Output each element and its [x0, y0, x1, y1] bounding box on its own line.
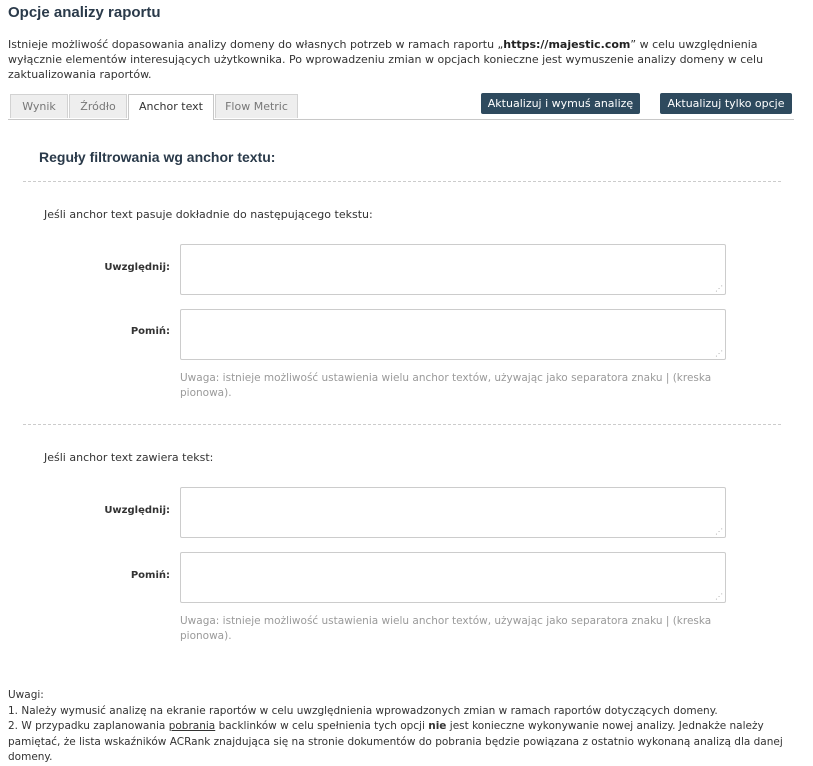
exact-include-field[interactable] [180, 244, 726, 295]
contains-exclude-field[interactable] [180, 552, 726, 603]
page-title: Opcje analizy raportu [8, 4, 161, 21]
contains-include-textarea[interactable] [181, 488, 725, 537]
update-and-force-analysis-button[interactable]: Aktualizuj i wymuś analizę [481, 93, 640, 114]
section-title: Reguły filtrowania wg anchor textu: [39, 149, 276, 165]
download-link[interactable]: pobrania [168, 720, 216, 732]
intro-text: Istnieje możliwość dopasowania analizy domeny do własnych potrzeb w ramach raportu „https://majestic.com” w celu uwzględnienia wyłącznie elementów interesujących użytkownika. Po wprowadzeniu zmian w opcjach konieczne jest wymuszenie analizy domeny w celu zaktualizowania raportów. [8, 38, 764, 81]
exact-include-textarea[interactable] [181, 245, 725, 294]
update-options-only-button[interactable]: Aktualizuj tylko opcje [660, 93, 792, 114]
resize-grip-icon[interactable]: ⋰ [715, 592, 723, 601]
exact-exclude-label: Pomiń: [130, 326, 170, 337]
exact-match-heading: Jeśli anchor text pasuje dokładnie do następującego tekstu: [44, 208, 373, 221]
exact-include-label: Uwzględnij: [104, 262, 170, 273]
note-2: 2. W przypadku zaplanowania pobrania backlinków w celu spełnienia tych opcji nie jest konieczne wykonywanie nowej analizy. Jednakże należy pamiętać, że lista wskaźników ACRank znajdująca się na stronie dokumentów do pobrania będzie powiązana z ostatnio wykonaną analizą dla danej domeny. [8, 720, 783, 763]
contains-exclude-textarea[interactable] [181, 553, 725, 602]
contains-include-label: Uwzględnij: [104, 505, 170, 516]
contains-exclude-label: Pomiń: [130, 570, 170, 581]
exact-exclude-field[interactable] [180, 309, 726, 360]
resize-grip-icon[interactable]: ⋰ [715, 284, 723, 293]
note-2-emphasis: nie [428, 720, 447, 732]
notes-heading: Uwagi: [8, 689, 44, 701]
resize-grip-icon[interactable]: ⋰ [715, 349, 723, 358]
divider [23, 424, 781, 425]
contains-hint: Uwaga: istnieje możliwość ustawienia wielu anchor textów, używając jako separatora znaku | (kreska pionowa). [180, 615, 712, 642]
contains-include-field[interactable] [180, 487, 726, 538]
tab-zrodlo[interactable]: Źródło [69, 94, 127, 118]
divider [23, 181, 781, 182]
contains-heading: Jeśli anchor text zawiera tekst: [44, 451, 214, 464]
tab-anchor-text[interactable]: Anchor text [128, 94, 214, 120]
note-1: 1. Należy wymusić analizę na ekranie raportów w celu uwzględnienia wprowadzonych zmian w ramach raportów dotyczących domeny. [8, 704, 718, 717]
exact-exclude-textarea[interactable] [181, 310, 725, 359]
resize-grip-icon[interactable]: ⋰ [715, 527, 723, 536]
tab-wynik[interactable]: Wynik [10, 94, 68, 118]
notes [8, 688, 788, 766]
tab-flow-metric[interactable]: Flow Metric [215, 94, 298, 118]
intro-domain: https://majestic.com [503, 38, 631, 51]
exact-hint: Uwaga: istnieje możliwość ustawienia wielu anchor textów, używając jako separatora znaku | (kreska pionowa). [180, 372, 712, 399]
